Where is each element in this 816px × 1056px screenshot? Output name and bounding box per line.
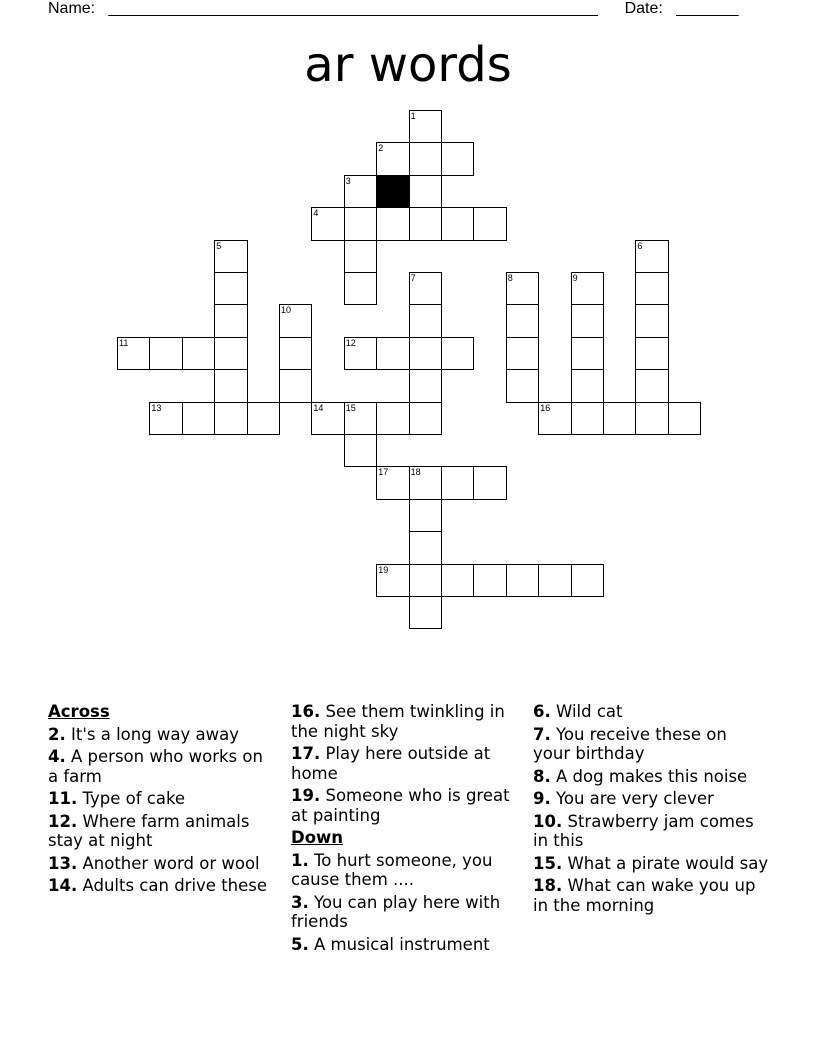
clue-text: Play here outside at home (291, 744, 491, 783)
clue-column-2 (291, 702, 521, 957)
crossword-cell[interactable] (409, 402, 442, 435)
clue-number: 11 (119, 337, 129, 348)
crossword-cell[interactable] (344, 402, 377, 435)
clue-text: Adults can drive these (82, 876, 268, 895)
crossword-cell[interactable] (409, 596, 442, 629)
crossword-cell[interactable] (182, 337, 215, 370)
clue-text: See them twinkling in the night sky (291, 702, 505, 741)
crossword-cell[interactable] (409, 110, 442, 143)
clue-number: 12 (345, 337, 356, 348)
clue-text: Wild cat (556, 702, 623, 721)
crossword-cell[interactable] (506, 272, 539, 305)
clue-number-label: 10. (533, 811, 563, 831)
crossword-cell[interactable] (376, 402, 409, 435)
clue-number: 17 (378, 467, 389, 478)
down-clue (533, 876, 769, 915)
clue-text: You are very clever (556, 789, 714, 808)
clue-number-label: 14. (48, 876, 78, 895)
across-clue (48, 876, 278, 896)
across-clue (48, 747, 278, 786)
clue-number-label: 6. (533, 702, 551, 721)
crossword-cell[interactable] (571, 369, 604, 402)
crossword-cell[interactable] (344, 207, 377, 240)
crossword-cell[interactable] (376, 207, 409, 240)
across-clue (48, 725, 278, 745)
crossword-cell[interactable] (344, 337, 377, 370)
crossword-cell[interactable] (182, 402, 215, 435)
crossword-cell[interactable] (668, 402, 701, 435)
crossword-cell[interactable] (635, 369, 668, 402)
clue-number-label: 7. (533, 724, 551, 744)
clue-number-label: 8. (533, 766, 551, 786)
across-heading: Across (48, 702, 110, 721)
clue-number: 19 (378, 564, 389, 575)
crossword-cell[interactable] (376, 337, 409, 370)
crossword-cell[interactable] (635, 272, 668, 305)
clue-number: 13 (151, 402, 162, 413)
crossword-cell[interactable] (214, 369, 247, 402)
clue-text: You receive these on your birthday (533, 724, 727, 763)
crossword-cell[interactable] (571, 402, 604, 435)
crossword-cell[interactable] (376, 466, 409, 499)
clue-number-label: 11. (48, 789, 78, 808)
crossword-cell[interactable] (473, 207, 506, 240)
across-clue (291, 744, 521, 783)
clue-number: 18 (410, 467, 421, 478)
crossword-cell[interactable] (441, 564, 474, 597)
date-label: Date: (624, 0, 663, 17)
down-clue (533, 854, 769, 874)
clue-number: 6 (637, 240, 643, 251)
clue-number: 1 (410, 111, 416, 121)
clue-column-3 (533, 702, 769, 918)
clue-number-label: 16. (291, 702, 321, 721)
crossword-cell[interactable] (214, 402, 247, 435)
crossword-cell[interactable] (247, 402, 280, 435)
crossword-cell[interactable] (571, 337, 604, 370)
crossword-cell[interactable] (409, 175, 442, 208)
clue-number-label: 13. (48, 853, 78, 873)
clue-number-label: 15. (533, 853, 563, 873)
across-clue (48, 854, 278, 874)
clue-text: Type of cake (82, 789, 186, 808)
crossword-cell[interactable] (473, 466, 506, 499)
crossword-cell[interactable] (409, 369, 442, 402)
crossword-cell[interactable] (344, 175, 377, 208)
crossword-cell[interactable] (409, 142, 442, 175)
clue-number-label: 12. (48, 811, 78, 831)
crossword-cell[interactable] (409, 304, 442, 337)
crossword-cell[interactable] (571, 304, 604, 337)
clue-number-label: 1. (291, 850, 309, 870)
crossword-cell[interactable] (376, 564, 409, 597)
crossword-cell[interactable] (409, 466, 442, 499)
clue-number: 14 (313, 402, 324, 413)
across-clue (48, 812, 278, 851)
crossword-cell[interactable] (149, 337, 182, 370)
down-heading: Down (291, 828, 344, 847)
crossword-cell[interactable] (603, 402, 636, 435)
across-clue (291, 702, 521, 741)
crossword-cell[interactable] (441, 337, 474, 370)
clue-number: 7 (410, 273, 416, 283)
clue-text: To hurt someone, you cause them .... (291, 850, 493, 889)
crossword-cell[interactable] (149, 402, 182, 435)
crossword-cell[interactable] (506, 304, 539, 337)
clue-text: Where farm animals stay at night (48, 811, 250, 850)
crossword-cell[interactable] (214, 240, 247, 273)
name-label: Name: (48, 0, 96, 17)
clue-text: A person who works on a farm (48, 747, 263, 786)
across-clue (48, 789, 278, 809)
across-clue (291, 786, 521, 825)
crossword-cell[interactable] (279, 337, 312, 370)
crossword-cell[interactable] (538, 564, 571, 597)
crossword-cell[interactable] (635, 337, 668, 370)
clue-text: Someone who is great at painting (291, 786, 510, 825)
crossword-cell[interactable] (441, 466, 474, 499)
clue-number-label: 2. (48, 724, 66, 744)
down-clue (533, 767, 769, 787)
clue-number: 8 (507, 273, 513, 283)
clue-text: Another word or wool (82, 853, 260, 873)
down-clue (533, 789, 769, 809)
crossword-cell[interactable] (635, 304, 668, 337)
crossword-cell[interactable] (279, 369, 312, 402)
crossword-cell[interactable] (344, 272, 377, 305)
clue-number: 2 (378, 143, 384, 154)
clue-number-label: 9. (533, 789, 551, 808)
down-clue (533, 702, 769, 722)
down-clue (291, 851, 521, 890)
clue-column-1 (48, 702, 278, 899)
crossword-cell[interactable] (473, 564, 506, 597)
clue-number: 4 (313, 208, 319, 219)
clue-number: 5 (216, 240, 222, 251)
crossword-cell[interactable] (376, 142, 409, 175)
clue-text: A musical instrument (314, 934, 490, 954)
crossword-cell[interactable] (538, 402, 571, 435)
crossword-cell[interactable] (506, 564, 539, 597)
crossword-cell[interactable] (409, 499, 442, 532)
crossword-cell[interactable] (635, 402, 668, 435)
crossword-cell[interactable] (214, 304, 247, 337)
clue-text: Strawberry jam comes in this (533, 811, 754, 850)
down-clue (533, 725, 769, 764)
crossword-cell[interactable] (506, 337, 539, 370)
clue-text: What can wake you up in the morning (533, 876, 756, 915)
crossword-cell[interactable] (279, 304, 312, 337)
down-clue (291, 935, 521, 955)
crossword-cell[interactable] (311, 402, 344, 435)
down-clue (291, 893, 521, 932)
clue-number-label: 5. (291, 934, 309, 954)
crossword-cell[interactable] (441, 207, 474, 240)
crossword-cell[interactable] (214, 337, 247, 370)
crossword-cell[interactable] (311, 207, 344, 240)
crossword-cell[interactable] (506, 369, 539, 402)
clue-number: 16 (540, 402, 551, 413)
name-field[interactable]: _______________________________________________________ (108, 0, 598, 17)
page-title: ar words (304, 37, 512, 93)
date-field[interactable]: _______ (676, 0, 739, 17)
crossword-black-cell (376, 175, 409, 208)
crossword-cell[interactable] (635, 240, 668, 273)
crossword-cell[interactable] (441, 142, 474, 175)
crossword-cell[interactable] (344, 434, 377, 467)
clue-number-label: 19. (291, 786, 321, 805)
clue-number: 10 (281, 305, 292, 316)
clue-number-label: 17. (291, 744, 321, 763)
clue-number-label: 4. (48, 747, 66, 766)
crossword-cell[interactable] (409, 337, 442, 370)
crossword-cell[interactable] (571, 272, 604, 305)
down-clue (533, 812, 769, 851)
crossword-cell[interactable] (409, 564, 442, 597)
crossword-cell[interactable] (117, 337, 150, 370)
clue-number-label: 3. (291, 892, 309, 912)
crossword-cell[interactable] (409, 531, 442, 564)
crossword-cell[interactable] (409, 207, 442, 240)
crossword-cell[interactable] (409, 272, 442, 305)
crossword-cell[interactable] (214, 272, 247, 305)
clue-number: 3 (345, 175, 351, 186)
clue-text: You can play here with friends (291, 892, 501, 931)
clue-text: A dog makes this noise (556, 766, 748, 786)
clue-number-label: 18. (533, 876, 563, 895)
clue-number: 15 (345, 402, 356, 413)
clue-text: It's a long way away (71, 724, 240, 744)
clue-text: What a pirate would say (567, 853, 769, 873)
crossword-cell[interactable] (571, 564, 604, 597)
clue-number: 9 (572, 273, 578, 283)
crossword-cell[interactable] (344, 240, 377, 273)
